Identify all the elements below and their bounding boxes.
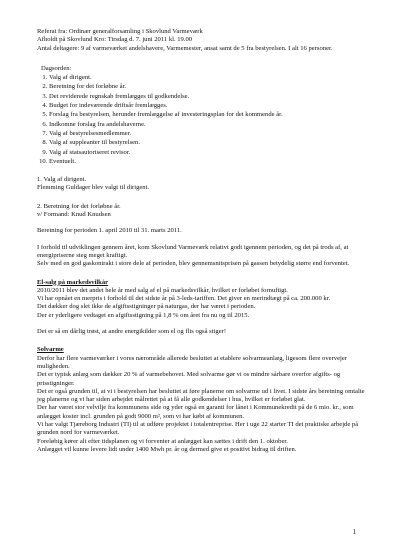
solvarme-line: Derfor har flere varmeværker i vores nærområde allerede besluttet at etablere solvarmeanlæg, ligesom flere overvejer muligheden.: [37, 354, 347, 370]
solvarme-line: Foreløbig kører alt efter tidsplanen og vi forventer at anlægget kan sættes i drift den 1. oktober.: [37, 437, 288, 445]
report-period: Beretning for perioden 1. april 2010 til 31. marts 2011.: [37, 227, 182, 235]
solvarme-heading: Solvarme: [37, 346, 64, 354]
document-body: [37, 28, 367, 454]
section-1-text: Flemming Guldager blev valgt til dirigent.: [37, 184, 150, 192]
paragraph: Selv med en god gaskontrakt i store dele af perioden, blev gennemsnitsprisen på gassen betydelig større end forventet.: [37, 260, 350, 268]
agenda-item: 6. Indkomne forslag fra andelshaverne.: [49, 121, 367, 129]
agenda-item: 5. Forslag fra bestyrelsen, herunder fremlæggelse af investeringsplan for det kommende år.: [49, 111, 367, 119]
solvarme-line: Der har været stor velvilje fra kommunens side og yder også en garanti for lånet i Kommunekredit på de 6 mio. kr., som anlægget koster incl. grunden på godt 9000 m², som vi har købt af kommunen.: [37, 404, 354, 420]
elsalg-closing: Det er så en dårlig trøst, at andre energikilder som el og flis også stiger!: [37, 328, 227, 336]
agenda-item: 10. Eventuelt.: [49, 158, 367, 166]
section-2-title: 2. Beretning for det forløbne år.: [37, 202, 121, 210]
agenda-item: 4. Budget for indeværende driftsår fremlægges.: [49, 102, 367, 110]
header-line-1: Referat fra: Ordinær generalforsamling i Skovlund Varmeværk: [37, 28, 203, 35]
elsalg-line: 2010/2011 blev det andet hele år med salg af el på markedsvilkår, hvilket er forløbet fornuftigt.: [37, 286, 288, 294]
agenda-item: 8. Valg af suppleanter til bestyrelsen.: [49, 139, 367, 147]
agenda-item: 3. Det reviderede regnskab fremlægges til godkendelse.: [49, 93, 367, 101]
solvarme-line: Anlægget vil kunne levere lidt under 1400 Mwh pr. år og dermed give et positivt bidrag til driften.: [37, 445, 297, 453]
agenda-title: Dagsorden:: [41, 64, 72, 72]
paragraph: I forhold til udviklingen gennem året, kom Skovlund Varmeværk relativt godt igennem perioden, og det på trods af, at energipriserne steg meget kraftigt.: [37, 243, 349, 259]
section-1-title: 1. Valg af dirigent.: [37, 176, 87, 184]
agenda-item: 9. Valg af statsautoriseret revisor.: [49, 149, 367, 157]
solvarme-line: Det er typisk anlæg som dækker 20 % af varmebehovet. Med solvarme gør vi os mindre sårbare overfor afgifts- og prisstigninger.: [37, 371, 341, 387]
elsalg-line: Der er yderligere vedtaget en afgiftsstigning på 1,8 % om året fra nu og til 2015.: [37, 311, 250, 319]
elsalg-heading: El-salg på markedsvilkår: [37, 278, 109, 286]
agenda-item: 1. Valg af dirigent.: [49, 74, 367, 82]
solvarme-line: Vi har valgt Tjæreborg Industri (TI) til at udføre projektet i totalentreprise. Her i uge 22 starter TI det praktiske arbejde på grunden nord for varmeværket.: [37, 420, 359, 437]
page-number: 1: [352, 528, 356, 536]
solvarme-line: Det er også grunden til, at vi i bestyrelsen har besluttet at føre planerne om solvarme ud i livet. I sidste års beretning omtalte jeg planerne og vi har siden arbejdet målrettet på at få alle godkendelser i hus, hvilket er forløbet glat.: [37, 387, 365, 404]
agenda-item: 7. Valg af bestyrelsesmedlemmer.: [49, 130, 367, 138]
agenda-list: [37, 74, 367, 166]
elsalg-line: Det dækker dog slet ikke de afgiftsstigninger på naturgas, der har været i perioden.: [37, 303, 256, 311]
agenda-item: 2. Beretning for det forløbne år.: [49, 83, 367, 91]
header-line-2: Afholdt på Skovlund Kro: Tirsdag d. 7. juni 2011 kl. 19.00: [37, 36, 193, 44]
header-line-3: Antal deltagere: 9 af varmeværket andelshavere, Varmemester, ansat samt de 5 fra bestyrelsen. I alt 16 personer.: [37, 44, 333, 52]
section-2-subtitle: v/ Formand: Knud Knudsen: [37, 211, 111, 219]
elsalg-line: Vi har opnået en merpris i forhold til det sidste år på 3-leds-tariffen. Det giver en merindtægt på ca. 200.000 kr.: [37, 295, 331, 303]
